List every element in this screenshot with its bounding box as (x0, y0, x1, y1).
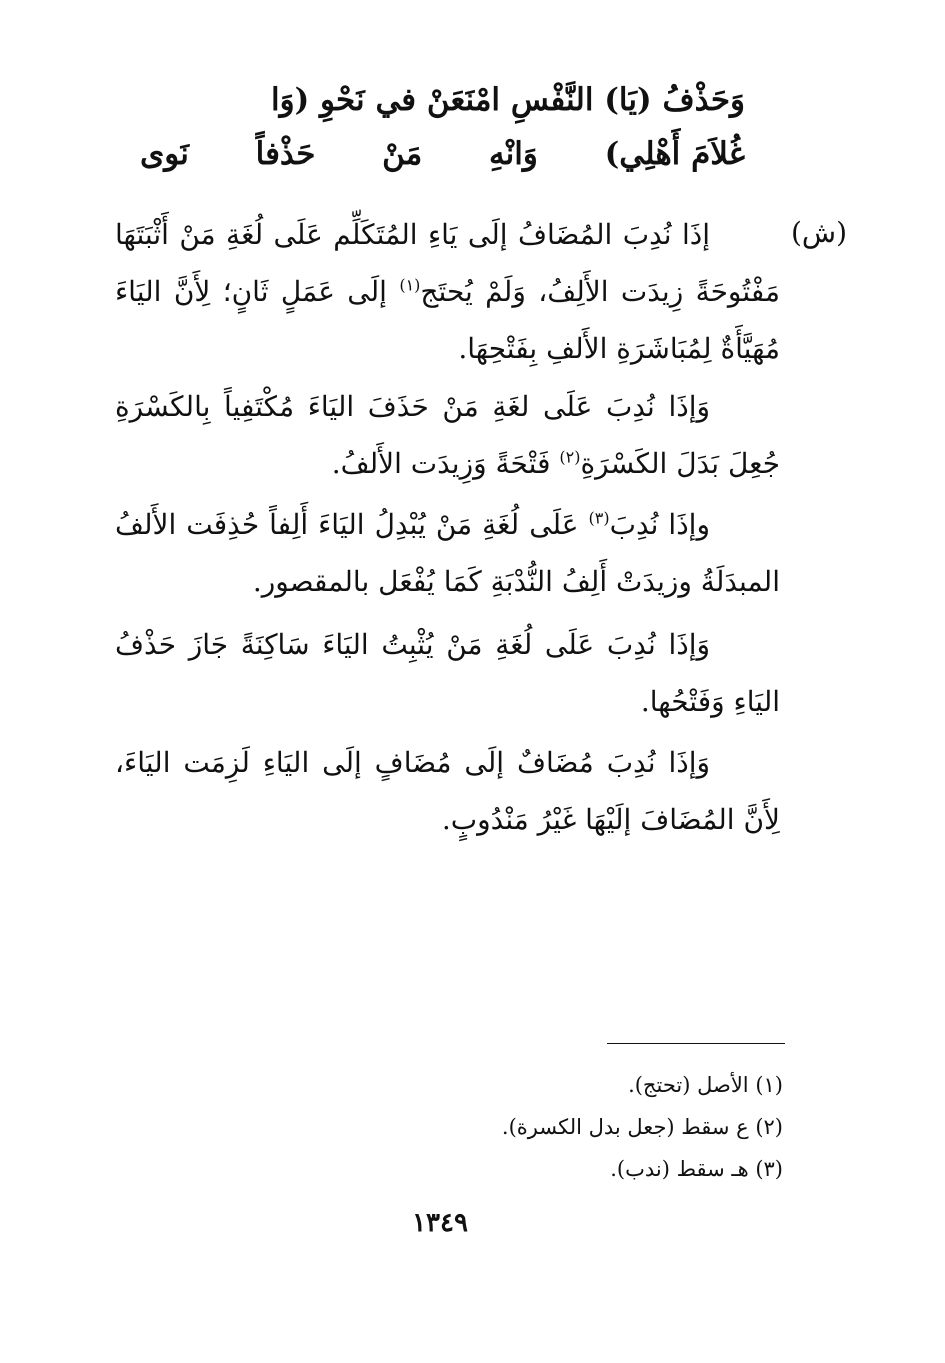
footnote-ref-2: (٢) (559, 447, 581, 467)
verse-line-2 (140, 136, 745, 172)
paragraph-3-text-a: وإذَا نُدِبَ (609, 508, 710, 541)
paragraph-1 (115, 206, 780, 377)
verse-line-2-part-5: نَوى (140, 136, 189, 172)
paragraph-3-text-b: عَلَى لُغَةِ مَنْ يُبْدِلُ اليَاءَ أَلِفاً حُذِفَت الأَلفُ المبدَلَةُ وزيدَتْ أَلِفُ النُّدْبَةِ كَمَا يُفْعَل بالمقصور. (115, 508, 780, 598)
paragraph-5: وَإذَا نُدِبَ مُضَافٌ إلَى مُضَافٍ إلَى اليَاءِ لَزِمَت اليَاءَ، لِأَنَّ المُضَافَ إلَيْهَا غَيْرُ مَنْدُوبٍ. (115, 746, 780, 836)
verse-line-2-part-4: حَذْفاً (255, 136, 316, 172)
footnote-3: (٣) هـ سقط (ندب). (610, 1157, 783, 1181)
footnote-1: (١) الأصل (تحتج). (628, 1073, 783, 1097)
page-number: ١٣٤٩ (412, 1208, 468, 1238)
paragraph-2-text-a: وَإذَا نُدِبَ عَلَى لغَةِ مَنْ حَذَفَ اليَاءَ مُكْتَفِياً بِالكَسْرَةِ جُعِلَ بَدَلَ الكَسْرَةِ (115, 390, 780, 480)
footnote-separator (607, 1043, 785, 1044)
paragraph-2-text-b: فَتْحَةً وَزِيدَت الأَلفُ. (331, 447, 560, 480)
sharh-label: (ش) (790, 216, 847, 249)
verse-line-1: وَحَذْفُ (يَا) النَّفْسِ امْنَعَنْ في نَحْوِ (وَا (270, 82, 745, 118)
paragraph-1-text-b: إلَى عَمَلٍ ثَانٍ؛ لِأَنَّ اليَاءَ مُهَيَّأَةٌ لِمُبَاشَرَةِ الأَلفِ بِفَتْحِهَا. (115, 275, 780, 365)
footnote-2: (٢) ع سقط (جعل بدل الكسرة). (501, 1115, 783, 1139)
paragraph-4: وَإذَا نُدِبَ عَلَى لُغَةِ مَنْ يُثْبِتُ اليَاءَ سَاكِنَةً جَازَ حَذْفُ اليَاءِ وَفَتْحُها. (115, 628, 780, 718)
verse-line-2-part-3: مَنْ (382, 136, 423, 172)
footnote-ref-1: (١) (399, 275, 421, 295)
footnote-ref-3: (٣) (588, 508, 610, 528)
paragraph-2 (115, 378, 780, 492)
paragraph-3 (115, 496, 780, 610)
verse-line-2-part-2: وَانْهِ (489, 136, 538, 172)
verse-line-2-part-1: غُلاَمَ أَهْلِي) (604, 136, 745, 172)
footnotes (383, 1064, 783, 1190)
paragraph-1-text-a: إذَا نُدِبَ المُضَافُ إلَى يَاءِ المُتَكَلِّم عَلَى لُغَةِ مَنْ أَثْبَتَهَا مَفْتُوحَةً زِيدَت الأَلِفُ، وَلَمْ يُحتَج (115, 218, 781, 308)
